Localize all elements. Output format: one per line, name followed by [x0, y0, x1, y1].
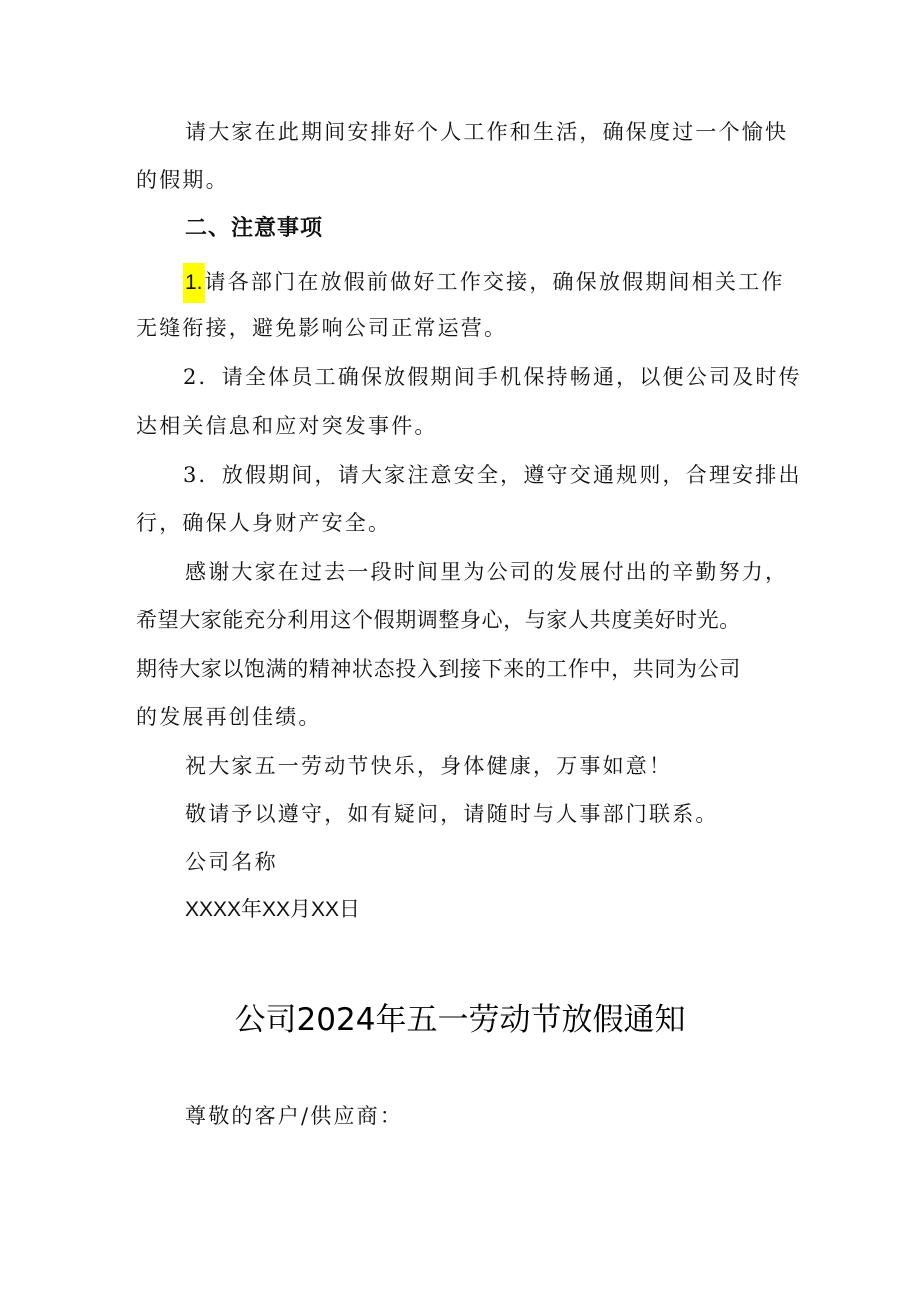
- paragraph-line: 感谢大家在过去一段时间里为公司的发展付出的辛勤努力，: [185, 560, 789, 584]
- paragraph-line: 希望大家能充分利用这个假期调整身心，与家人共度美好时光。: [136, 608, 741, 632]
- signature-company: 公司名称: [185, 850, 278, 874]
- list-item: 3．放假期间，请大家注意安全，遵守交通规则，合理安排出: [183, 463, 802, 487]
- paragraph-line: 的发展再创佳绩。: [136, 705, 322, 729]
- paragraph-line: 达相关信息和应对突发事件。: [136, 414, 438, 438]
- wishes-line: 祝大家五一劳动节快乐，身体健康，万事如意！: [185, 754, 673, 778]
- section-heading: 二、注意事项: [185, 216, 324, 241]
- paragraph-line: 行，确保人身财产安全。: [136, 511, 392, 535]
- highlighted-number: 1.: [183, 263, 205, 303]
- paragraph-line: 期待大家以饱满的精神状态投入到接下来的工作中，共同为公司: [136, 657, 741, 681]
- salutation: 尊敬的客户/供应商：: [185, 1104, 404, 1128]
- list-item: 2．请全体员工确保放假期间手机保持畅通，以便公司及时传: [183, 365, 802, 389]
- list-item: [183, 263, 785, 303]
- signature-date: XXXX年XX月XX日: [185, 898, 361, 921]
- paragraph-line: 请大家在此期间安排好个人工作和生活，确保度过一个愉快: [185, 120, 789, 144]
- list-item-text: 请各部门在放假前做好工作交接，确保放假期间相关工作: [204, 270, 785, 294]
- notice-line: 敬请予以遵守，如有疑问，请随时与人事部门联系。: [185, 802, 719, 826]
- paragraph-line: 无缝衔接，避免影响公司正常运营。: [136, 316, 508, 340]
- notice-title: 公司2024年五一劳动节放假通知: [234, 1002, 686, 1038]
- paragraph-line: 的假期。: [136, 168, 229, 192]
